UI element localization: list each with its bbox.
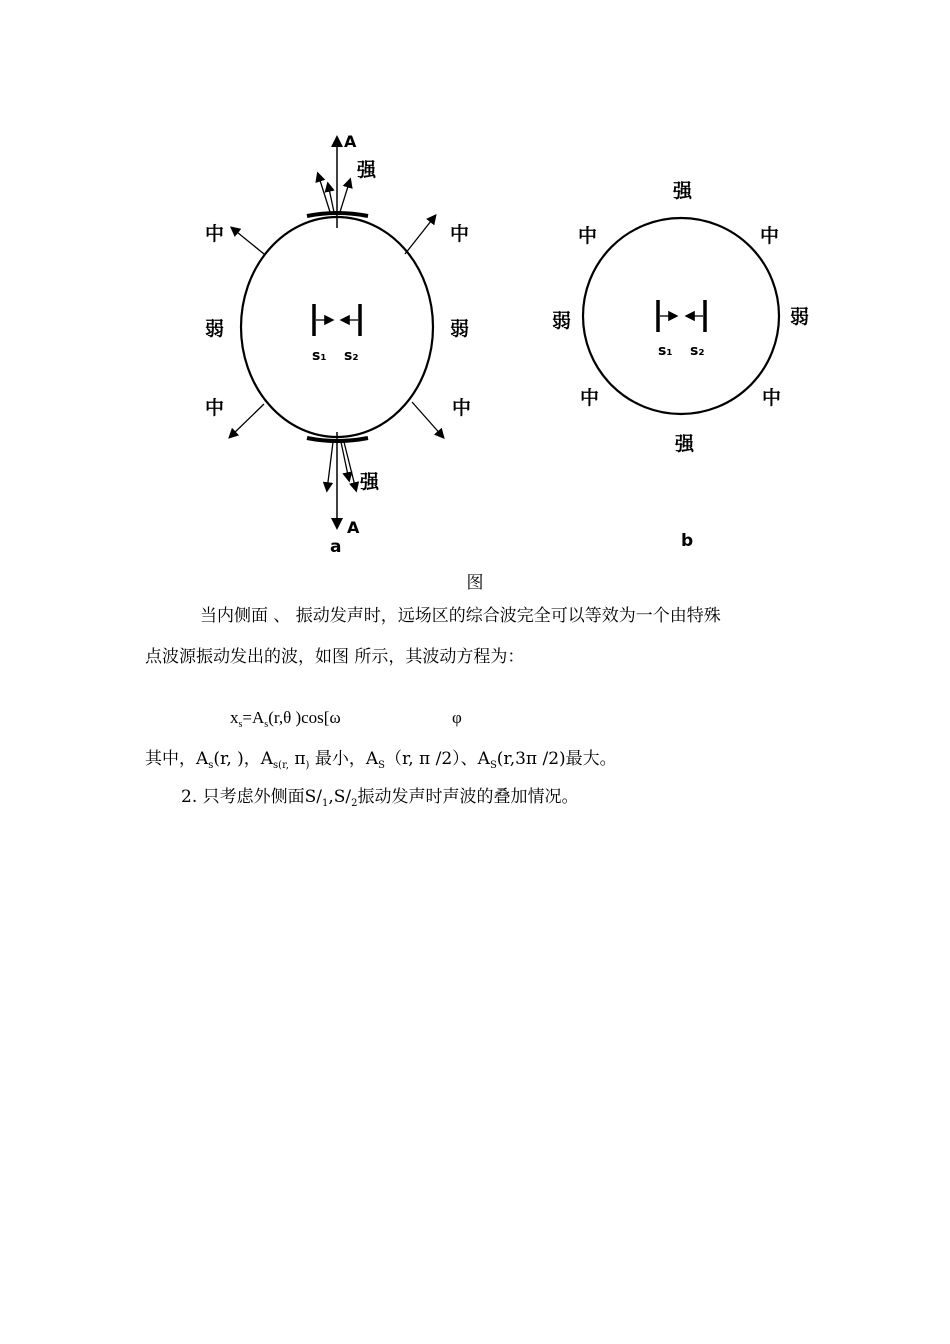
paragraph-line-1: 当内侧面 、 振动发声时，远场区的综合波完全可以等效为一个由特殊 [200, 606, 721, 626]
line3-sub-S2: S [489, 760, 497, 771]
line3-pi: π [288, 749, 306, 769]
label-a-mid-br: 中 [452, 397, 472, 419]
paragraph-line-4 [181, 782, 579, 809]
label-a: a [330, 537, 342, 557]
eq-sub-2: s [264, 719, 269, 730]
label-a-s1: s₁ [312, 348, 327, 364]
paragraph-line-2: 点波源振动发出的波，如图 所示，其波动方程为： [145, 647, 525, 667]
wave-equation [230, 708, 341, 730]
line4-part-b: ,S/ [328, 787, 352, 807]
label-b-mid-tr: 中 [760, 225, 780, 247]
label-b-s2: s₂ [690, 343, 705, 359]
label-a-mid-tl: 中 [205, 223, 225, 245]
diagram-a-outline [241, 217, 433, 437]
label-b-strong-bottom: 强 [675, 433, 695, 455]
line3-sub-sr: s(r, [273, 760, 289, 771]
line3-part-e: (r,3π /2)最大。 [496, 749, 617, 769]
label-a-weak-right: 弱 [450, 318, 470, 340]
label-a-strong-bottom: 强 [360, 471, 380, 493]
line3-part-c: 最小，A [309, 749, 379, 769]
figure-caption: 图 [466, 573, 484, 593]
label-a-s2: s₂ [344, 348, 359, 364]
label-b-strong-top: 强 [673, 180, 693, 202]
line3-part-a: 其中，A [145, 749, 209, 769]
eq-x: x [230, 708, 239, 727]
diagram-b-outline [583, 218, 782, 414]
sound-field-figure [0, 0, 950, 600]
label-a-mid-bl: 中 [205, 397, 225, 419]
line4-part-c: 振动发声时声波的叠加情况。 [357, 787, 579, 807]
diagram-b [552, 180, 809, 551]
line4-sub-1: 1 [322, 798, 329, 809]
eq-rest: (r,θ )cos[ω [268, 708, 341, 727]
eq-a: =A [242, 708, 265, 727]
sources-a [314, 304, 360, 336]
line4-sub-2: 2 [351, 798, 358, 809]
line3-sub-S1: S [378, 760, 385, 771]
line3-sub-s: s [208, 760, 214, 771]
line4-part-a: 2. 只考虑外侧面S/ [181, 787, 322, 807]
label-b-weak-right: 弱 [790, 306, 810, 328]
label-a-mid-tr: 中 [450, 223, 470, 245]
eq-sub-1: s [238, 719, 243, 730]
diagram-a [205, 132, 471, 557]
label-b: b [681, 531, 694, 551]
label-b-weak-left: 弱 [552, 310, 572, 332]
label-a-strong-top: 强 [357, 159, 377, 181]
label-b-s1: s₁ [658, 343, 673, 359]
eq-phi: φ [452, 708, 462, 727]
label-a-axis-top: A [344, 132, 357, 151]
label-a-weak-left: 弱 [205, 318, 225, 340]
label-b-mid-br: 中 [762, 387, 782, 409]
label-b-mid-tl: 中 [578, 225, 598, 247]
line3-part-d: （r, π /2）、A [384, 749, 490, 769]
line3-sub-close: ) [305, 760, 310, 771]
line3-part-b: (r, )，A [213, 749, 274, 769]
paragraph-line-3 [145, 744, 617, 771]
label-a-axis-bottom: A [347, 518, 360, 537]
sources-b [658, 300, 705, 332]
label-b-mid-bl: 中 [580, 387, 600, 409]
